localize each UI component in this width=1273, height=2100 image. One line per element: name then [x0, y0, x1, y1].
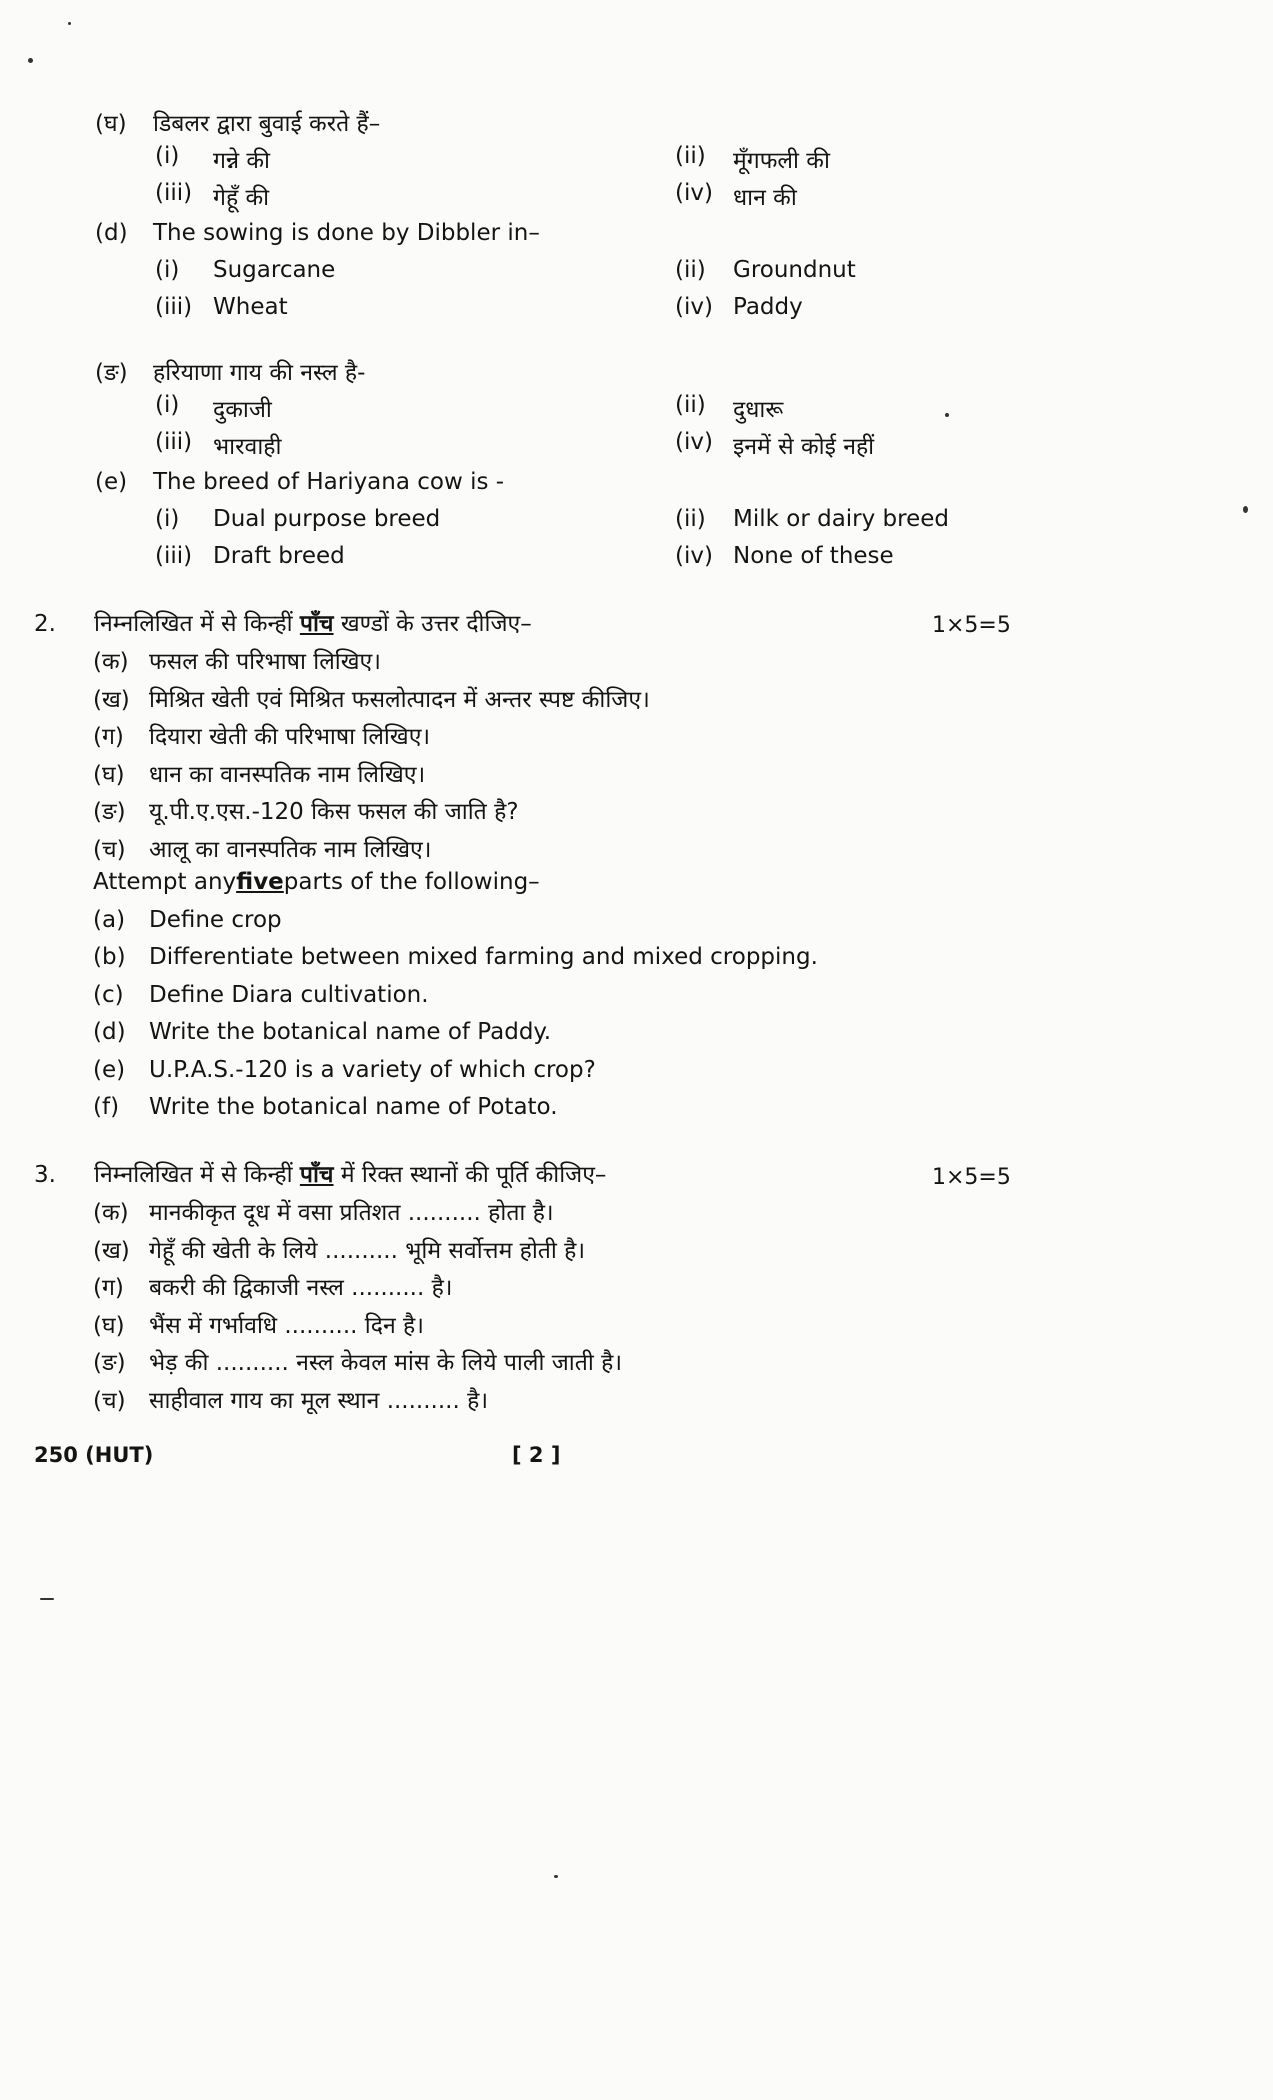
part-row [93, 832, 1193, 870]
part-label: (ख) [93, 1237, 130, 1264]
part-text: Differentiate between mixed farming and mixed cropping. [149, 944, 818, 970]
option [675, 506, 1195, 532]
option-number: (iv) [675, 543, 713, 569]
part-row [93, 1019, 1193, 1057]
part-text: यू.पी.ए.एस.-120 किस फसल की जाति है? [149, 799, 519, 825]
option [675, 294, 1195, 320]
part-row [93, 719, 1193, 757]
heading-text: parts of the following– [283, 869, 540, 895]
option-row [95, 543, 1195, 580]
option [675, 143, 1195, 175]
option-text: गेहूँ की [213, 185, 270, 211]
option-row [95, 506, 1195, 543]
option-row [95, 143, 1195, 180]
heading-text: खण्डों के उत्तर दीजिए– [333, 611, 532, 637]
part-text: आलू का वानस्पतिक नाम लिखिए। [149, 836, 432, 863]
part-label: (e) [93, 1056, 126, 1083]
question-row [95, 355, 1195, 392]
question-number: 2. [34, 611, 56, 637]
option-row [95, 180, 1195, 217]
part-text: भैंस में गर्भावधि .......... दिन है। [149, 1312, 424, 1339]
part-row [93, 644, 1193, 682]
paper-code: 250 (HUT) [34, 1443, 154, 1467]
option-text: Draft breed [213, 543, 345, 569]
option-number: (ii) [675, 143, 706, 169]
part-row [93, 1345, 1193, 1383]
option-text: Milk or dairy breed [733, 506, 950, 532]
q2-parts-hindi [93, 644, 1193, 1132]
option-text: दुकाजी [213, 397, 272, 423]
part-text: साहीवाल गाय का मूल स्थान .......... है। [149, 1387, 489, 1414]
question-text: डिबलर द्वारा बुवाई करते हैं– [153, 111, 381, 137]
option-number: (i) [155, 143, 180, 169]
part-label: (क) [93, 649, 129, 675]
question-label: (e) [95, 469, 128, 495]
option-number: (ii) [675, 506, 706, 532]
page-number: [ 2 ] [512, 1443, 561, 1467]
question-number: 3. [34, 1162, 56, 1188]
part-label: (ङ) [93, 799, 126, 825]
question-row [95, 469, 1195, 506]
option-number: (iii) [155, 294, 193, 320]
part-label: (b) [93, 944, 126, 970]
option [155, 180, 675, 212]
q1-e-english [95, 469, 1195, 580]
question-row [95, 220, 1195, 257]
heading-text: निम्नलिखित में से किन्हीं [94, 611, 300, 637]
part-row [93, 1057, 1193, 1095]
option-number: (i) [155, 257, 180, 283]
heading-text: में रिक्त स्थानों की पूर्ति कीजिए– [333, 1162, 607, 1188]
option-row [95, 257, 1195, 294]
heading-text: Attempt any [93, 869, 237, 895]
option [155, 392, 675, 424]
option [155, 294, 675, 320]
heading-emphasis: पाँच [299, 1162, 334, 1188]
part-label: (f) [93, 1094, 120, 1120]
part-row [93, 682, 1193, 720]
question-row [95, 106, 1195, 143]
option [155, 506, 675, 532]
option [155, 257, 675, 283]
option-number: (iv) [675, 429, 713, 455]
part-text: धान का वानस्पतिक नाम लिखिए। [149, 761, 426, 788]
q1-e-hindi [95, 355, 1195, 466]
part-text: मिश्रित खेती एवं मिश्रित फसलोत्पादन में अन्तर स्पष्ट कीजिए। [149, 686, 650, 713]
part-text: Write the botanical name of Potato. [149, 1094, 558, 1120]
option [675, 257, 1195, 283]
option-text: Groundnut [733, 257, 856, 283]
scan-speck [945, 413, 949, 417]
part-label: (ख) [93, 686, 130, 713]
part-text: U.P.A.S.-120 is a variety of which crop? [149, 1056, 596, 1083]
scan-speck [554, 1875, 558, 1878]
option [675, 429, 1195, 461]
scan-speck [1243, 506, 1248, 513]
option-number: (i) [155, 392, 180, 418]
option-text: धान की [733, 185, 797, 211]
part-text: फसल की परिभाषा लिखिए। [149, 649, 381, 675]
part-row [93, 1270, 1193, 1308]
option [675, 180, 1195, 212]
option-text: दुधारू [733, 397, 784, 423]
option-number: (ii) [675, 392, 706, 418]
question-text: The sowing is done by Dibbler in– [153, 220, 540, 246]
option-row [95, 429, 1195, 466]
q1-d-english [95, 220, 1195, 331]
option-text: Dual purpose breed [213, 506, 441, 532]
option-text: None of these [733, 543, 894, 569]
part-row [93, 794, 1193, 832]
scan-speck [68, 22, 71, 25]
option-text: Sugarcane [213, 257, 336, 283]
q2-marks: 1×5=5 [932, 613, 1011, 638]
q2-heading [34, 606, 1034, 644]
option-text: भारवाही [213, 434, 282, 460]
part-text: बकरी की द्विकाजी नस्ल .......... है। [149, 1275, 453, 1301]
part-label: (d) [93, 1019, 126, 1045]
part-label: (ङ) [93, 1350, 126, 1376]
part-row [93, 907, 1193, 945]
part-row [93, 757, 1193, 795]
question-label: (घ) [95, 111, 127, 137]
question-label: (ङ) [95, 360, 128, 386]
option-text: Wheat [213, 294, 288, 320]
question-heading-hindi [94, 606, 1034, 638]
option [155, 143, 675, 175]
part-row [93, 1308, 1193, 1346]
part-text: दियारा खेती की परिभाषा लिखिए। [149, 724, 431, 750]
q3-marks: 1×5=5 [932, 1165, 1011, 1190]
part-text: मानकीकृत दूध में वसा प्रतिशत .......... होता है। [149, 1200, 554, 1226]
heading-emphasis: पाँच [299, 611, 334, 637]
option-number: (iii) [155, 429, 193, 455]
part-row [93, 982, 1193, 1020]
part-label: (ग) [93, 724, 124, 750]
part-label: (ग) [93, 1275, 124, 1301]
heading-text: निम्नलिखित में से किन्हीं [94, 1162, 300, 1188]
part-row [93, 1233, 1193, 1271]
part-text: Write the botanical name of Paddy. [149, 1019, 552, 1045]
option-number: (iv) [675, 180, 713, 206]
part-text: Define Diara cultivation. [149, 981, 429, 1008]
option [155, 543, 675, 569]
option-number: (iii) [155, 180, 193, 206]
part-row [93, 1094, 1193, 1132]
option-text: मूँगफली की [733, 148, 830, 174]
part-row [93, 1383, 1193, 1421]
q3-parts-hindi [93, 1195, 1193, 1420]
option-text: इनमें से कोई नहीं [733, 434, 875, 460]
part-text: भेड़ की .......... नस्ल केवल मांस के लिये पाली जाती है। [149, 1350, 623, 1376]
part-label: (च) [93, 1387, 126, 1414]
part-label: (a) [93, 906, 126, 933]
q2-heading-english [93, 869, 1193, 907]
option-number: (iv) [675, 294, 713, 320]
part-label: (घ) [93, 1312, 125, 1339]
option-text: गन्ने की [213, 148, 270, 174]
part-label: (घ) [93, 761, 125, 788]
scan-speck [40, 1598, 54, 1600]
option-row [95, 294, 1195, 331]
question-text: The breed of Hariyana cow is - [153, 469, 505, 495]
part-text: Define crop [149, 906, 282, 933]
option-number: (ii) [675, 257, 706, 283]
question-text: हरियाणा गाय की नस्ल है- [153, 360, 366, 386]
question-heading-hindi [94, 1157, 1034, 1189]
q3-heading [34, 1157, 1034, 1195]
part-label: (c) [93, 981, 124, 1008]
question-label: (d) [95, 220, 128, 246]
option-number: (iii) [155, 543, 193, 569]
part-label: (च) [93, 836, 126, 863]
q1-d-hindi [95, 106, 1195, 217]
option-text: Paddy [733, 294, 803, 320]
option-number: (i) [155, 506, 180, 532]
part-label: (क) [93, 1200, 129, 1226]
scan-speck [28, 58, 33, 63]
option [675, 392, 1195, 424]
part-text: गेहूँ की खेती के लिये .......... भूमि सर्वोत्तम होती है। [149, 1237, 586, 1264]
part-row [93, 1195, 1193, 1233]
option [155, 429, 675, 461]
option [675, 543, 1195, 569]
heading-emphasis: five [236, 869, 284, 895]
option-row [95, 392, 1195, 429]
part-row [93, 944, 1193, 982]
